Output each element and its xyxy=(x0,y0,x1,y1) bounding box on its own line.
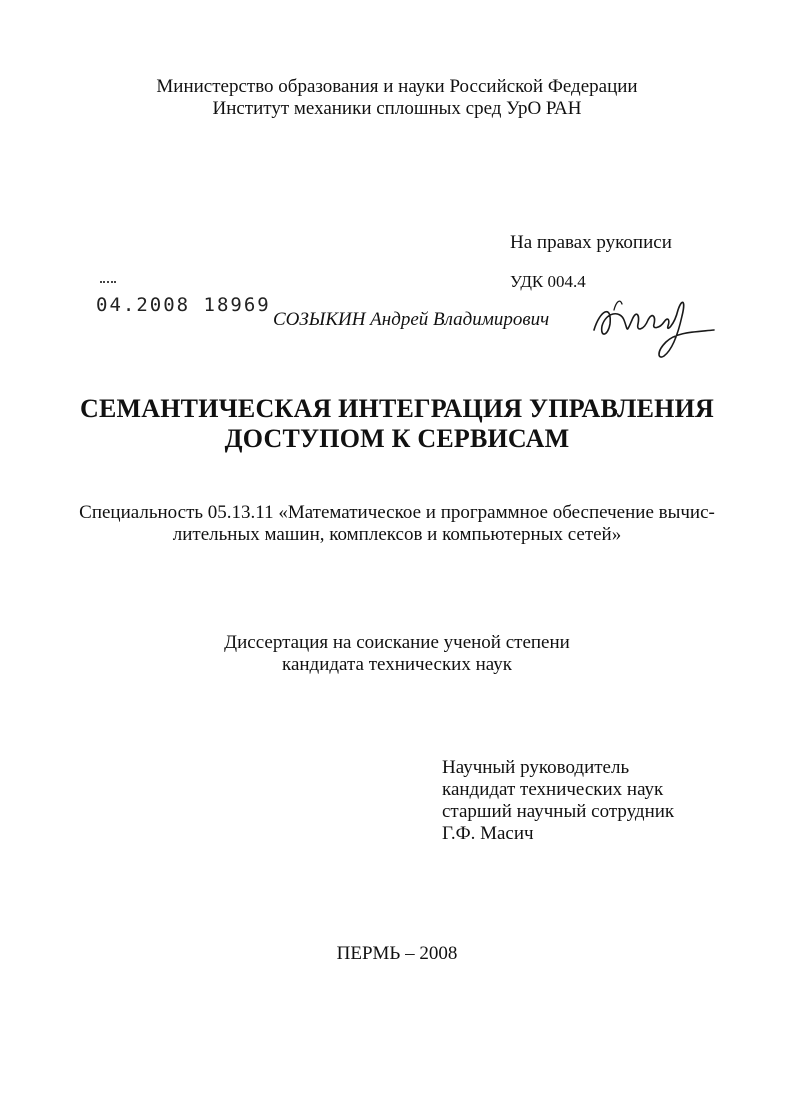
signature-icon xyxy=(590,290,720,365)
manuscript-rights-label: На правах рукописи xyxy=(510,232,672,253)
stamp-mark xyxy=(100,281,116,287)
udc-code: УДК 004.4 xyxy=(510,272,586,291)
author-name: СОЗЫКИН Андрей Владимирович xyxy=(273,309,550,330)
supervisor-role: Научный руководитель xyxy=(442,757,630,778)
specialty-line-2: лительных машин, комплексов и компьютерных сетей» xyxy=(172,524,622,545)
specialty-line-1: Специальность 05.13.11 «Математическое и программное обеспечение вычис- xyxy=(79,502,715,523)
supervisor-position: старший научный сотрудник xyxy=(442,801,675,822)
institute-line: Институт механики сплошных сред УрО РАН xyxy=(212,98,582,119)
ministry-line: Министерство образования и науки Российской Федерации xyxy=(156,76,638,97)
degree-line-1: Диссертация на соискание ученой степени xyxy=(224,632,570,653)
supervisor-name: Г.Ф. Масич xyxy=(442,823,534,844)
degree-line-2: кандидата технических наук xyxy=(282,654,512,675)
archive-stamp-number: 04.2008 18969 xyxy=(96,294,271,316)
supervisor-degree: кандидат технических наук xyxy=(442,779,664,800)
title-line-1: СЕМАНТИЧЕСКАЯ ИНТЕГРАЦИЯ УПРАВЛЕНИЯ xyxy=(80,394,714,423)
title-line-2: ДОСТУПОМ К СЕРВИСАМ xyxy=(224,424,570,453)
city-year: ПЕРМЬ – 2008 xyxy=(336,943,458,964)
